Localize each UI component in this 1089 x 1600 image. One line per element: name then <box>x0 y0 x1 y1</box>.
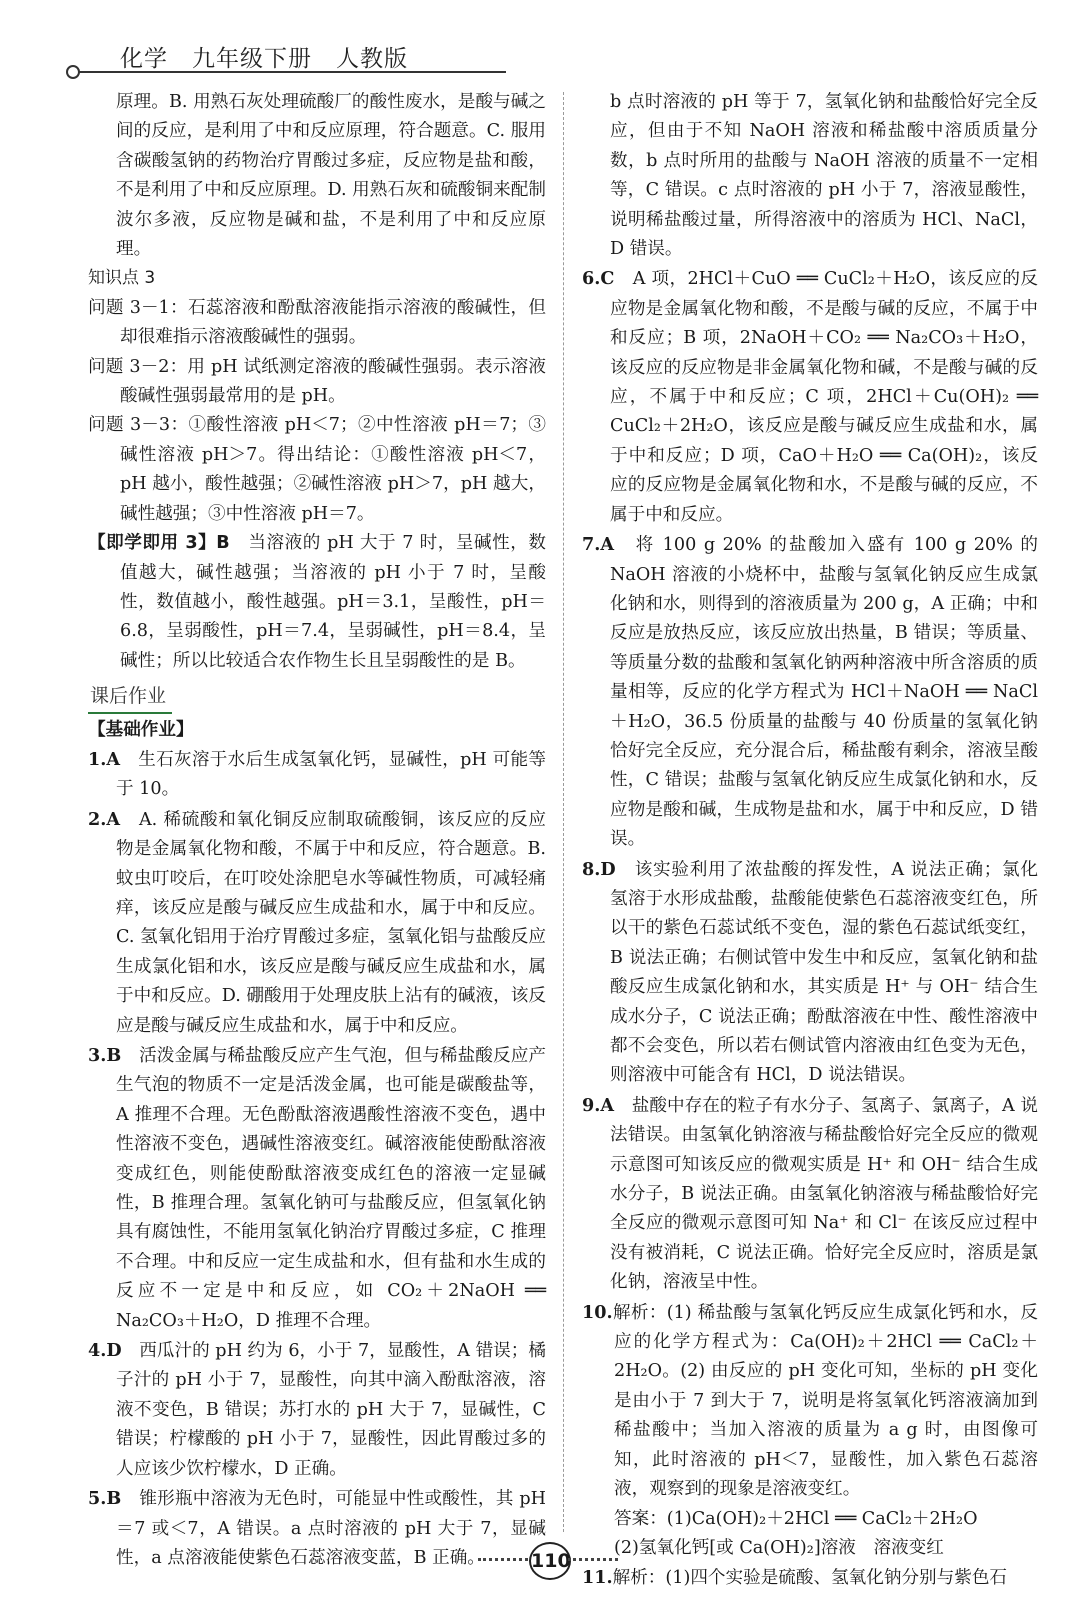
answer-5: 5.B 锥形瓶中溶液为无色时，可能显中性或酸性，其 pH＝7 或＜7，A 错误。a 点时溶液的 pH 大于 7，显碱性，a 点溶液能使紫色石蕊溶液变蓝，B 正确。 <box>88 1488 546 1568</box>
answer-2: 2.A A. 稀硫酸和氧化铜反应制取硫酸铜，该反应的反应物是金属氧化物和酸，不属于中和反应，符合题意。B. 蚊虫叮咬后，在叮咬处涂肥皂水等碱性物质，可减轻痛痒，该反应是酸与碱反应生成盐和水，属于中和反应。C. 氢氧化铝用于治疗胃酸过多症，氢氧化铝与盐酸反应生成氯化铝和水，该反应是酸与碱反应生成盐和水，属于中和反应。D. 硼酸用于处理皮肤上沾有的碱液，该反应是酸与碱反应生成盐和水，属于中和反应。 <box>88 808 546 1036</box>
answer-6: 6.C A 项，2HCl＋CuO ══ CuCl₂＋H₂O，该反应的反应物是金属氧化物和酸，不是酸与碱的反应，不属于中和反应；B 项，2NaOH＋CO₂ ══ Na₂CO₃＋H₂O，该反应的反应物是非金属氧化物和碱，不是酸与碱的反应，不属于中和反应；C 项，2HCl＋Cu(OH)₂ ══ CuCl₂＋2H₂O，该反应是酸与碱反应生成盐和水，属于中和反应；D 项，CaO＋H₂O ══ Ca(OH)₂，该反应的反应物是金属氧化物和水，不是酸与碱的反应，不属于中和反应。 <box>582 268 1038 525</box>
question-3-1: 问题 3－1：石蕊溶液和酚酞溶液能指示溶液的酸碱性，但却很难指示溶液酸碱性的强弱。 <box>88 297 546 348</box>
right-column <box>582 88 1038 1594</box>
header-circle-ornament <box>66 65 80 79</box>
answer-10: 10.解析：(1) 稀盐酸与氢氧化钙反应生成氯化钙和水，反应的化学方程式为：Ca(OH)₂＋2HCl ══ CaCl₂＋2H₂O。(2) 由反应的 pH 变化可知，坐标的 pH 变化是由小于 7 到大于 7，说明是将氢氧化钙溶液滴加到稀盐酸中；当加入溶液的质量为 a g 时，由图像可知，此时溶液的 pH＜7，显酸性，加入紫色石蕊溶液，观察到的现象是溶液变红。 <box>582 1301 1038 1500</box>
answer-4: 4.D 西瓜汁的 pH 约为 6，小于 7，显酸性，A 错误；橘子汁的 pH 小于 7，显酸性，向其中滴入酚酞溶液，溶液不变色，B 错误；苏打水的 pH 大于 7，显碱性，C 错误；柠檬酸的 pH 小于 7，显酸性，因此胃酸过多的人应该少饮柠檬水，D 正确。 <box>88 1340 546 1479</box>
knowledge-point-heading: 知识点 3 <box>88 268 156 289</box>
page-footer <box>478 1540 618 1580</box>
column-divider <box>563 92 564 1532</box>
header-rule <box>76 71 506 73</box>
footer-dots-right <box>568 1558 618 1561</box>
answer-3: 3.B 活泼金属与稀盐酸反应产生气泡，但与稀盐酸反应产生气泡的物质不一定是活泼金属，也可能是碳酸盐等，A 推理不合理。无色酚酞溶液遇酸性溶液不变色，遇中性溶液不变色，遇碱性溶液变红。碱溶液能使酚酞溶液变成红色，则能使酚酞溶液变成红色的溶液一定显碱性，B 推理合理。氢氧化钠可与盐酸反应，但氢氧化钠具有腐蚀性，不能用氢氧化钠治疗胃酸过多症，C 推理不合理。中和反应一定生成盐和水，但有盐和水生成的反应不一定是中和反应，如 CO₂＋2NaOH ══ Na₂CO₃＋H₂O，D 推理不合理。 <box>88 1045 546 1331</box>
answer-11: 11.解析：(1)四个实验是硫酸、氢氧化钠分别与紫色石 <box>582 1567 1008 1589</box>
answer-10-key-1: 答案：(1)Ca(OH)₂＋2HCl ══ CaCl₂＋2H₂O <box>614 1508 978 1529</box>
book-title: 化学 九年级下册 人教版 <box>120 46 408 72</box>
practice-text: 当溶液的 pH 大于 7 时，呈碱性，数值越大，碱性越强；当溶液的 pH 小于 7 时，呈酸性，数值越小，酸性越强。pH＝3.1，呈酸性，pH＝6.8，呈弱酸性，pH＝7.4，呈弱碱性，pH＝8.4，呈碱性；所以比较适合农作物生长且呈弱酸性的是 B。 <box>120 533 546 671</box>
homework-heading-wrap <box>88 680 546 713</box>
footer-dots-left <box>478 1558 528 1561</box>
answer-8: 8.D 该实验利用了浓盐酸的挥发性，A 说法正确；氯化氢溶于水形成盐酸，盐酸能使紫色石蕊溶液变红色，所以干的紫色石蕊试纸不变色，湿的紫色石蕊试纸变红，B 说法正确；右侧试管中发生中和反应，氢氧化钠和盐酸反应生成氯化钠和水，其实质是 H⁺ 与 OH⁻ 结合生成水分子，C 说法正确；酚酞溶液在中性、酸性溶液中都不会变色，所以若右侧试管内溶液由红色变为无色，则溶液中可能含有 HCl，D 说法错误。 <box>582 858 1038 1086</box>
answer-9: 9.A 盐酸中存在的粒子有水分子、氢离子、氯离子，A 说法错误。由氢氧化钠溶液与稀盐酸恰好完全反应的微观示意图可知该反应的微观实质是 H⁺ 和 OH⁻ 结合生成水分子，B 说法正确。由氢氧化钠溶液与稀盐酸恰好完全反应的微观示意图可知 Na⁺ 和 Cl⁻ 在该反应过程中没有被消耗，C 说法正确。恰好完全反应时，溶质是氯化钠，溶液呈中性。 <box>582 1094 1038 1293</box>
homework-heading: 课后作业 <box>88 680 172 713</box>
question-3-2: 问题 3－2：用 pH 试纸测定溶液的酸碱性强弱。表示溶液酸碱性强弱最常用的是 pH。 <box>88 356 546 407</box>
question-3-3: 问题 3－3：①酸性溶液 pH＜7；②中性溶液 pH＝7；③碱性溶液 pH＞7。得出结论：①酸性溶液 pH＜7，pH 越小，酸性越强；②碱性溶液 pH＞7，pH 越大，碱性越强；③中性溶液 pH＝7。 <box>88 415 546 524</box>
practice-answer <box>88 529 546 676</box>
page-number: 110 <box>529 1542 571 1580</box>
answer-7: 7.A 将 100 g 20% 的盐酸加入盛有 100 g 20% 的 NaOH 溶液的小烧杯中，盐酸与氢氧化钠反应生成氯化钠和水，则得到的溶液质量为 200 g，A 正确；中和反应是放热反应，该反应放出热量，B 错误；等质量、等质量分数的盐酸和氢氧化钠两种溶液中所含溶质的质量相等，反应的化学方程式为 HCl＋NaOH ══ NaCl＋H₂O，36.5 份质量的盐酸与 40 份质量的氢氧化钠恰好完全反应，充分混合后，稀盐酸有剩余，溶液呈酸性，C 错误；盐酸与氢氧化钠反应生成氯化钠和水，反应物是酸和碱，生成物是盐和水，属于中和反应，D 错误。 <box>582 534 1038 850</box>
answer-5-continued: b 点时溶液的 pH 等于 7，氢氧化钠和盐酸恰好完全反应，但由于不知 NaOH 溶液和稀盐酸中溶质质量分数，b 点时所用的盐酸与 NaOH 溶液的质量不一定相等，C 错误。c 点时溶液的 pH 小于 7，溶液显酸性，说明稀盐酸过量，所得溶液中的溶质为 HCl、NaCl，D 错误。 <box>610 92 1038 260</box>
continued-paragraph: 原理。B. 用熟石灰处理硫酸厂的酸性废水，是酸与碱之间的反应，是利用了中和反应原理，符合题意。C. 服用含碳酸氢钠的药物治疗胃酸过多症，反应物是盐和酸，不是利用了中和反应原理。D. 用熟石灰和硫酸铜来配制波尔多液，反应物是碱和盐，不是利用了中和反应原理。 <box>116 92 546 260</box>
page-header <box>66 38 510 80</box>
answer-10-key-2: (2)氢氧化钙[或 Ca(OH)₂]溶液 溶液变红 <box>614 1537 944 1558</box>
left-column <box>88 88 546 1573</box>
basic-heading: 【基础作业】 <box>88 719 194 740</box>
answer-1: 1.A 生石灰溶于水后生成氢氧化钙，显碱性，pH 可能等于 10。 <box>88 748 546 800</box>
practice-tag: 【即学即用 3】B <box>88 533 230 554</box>
